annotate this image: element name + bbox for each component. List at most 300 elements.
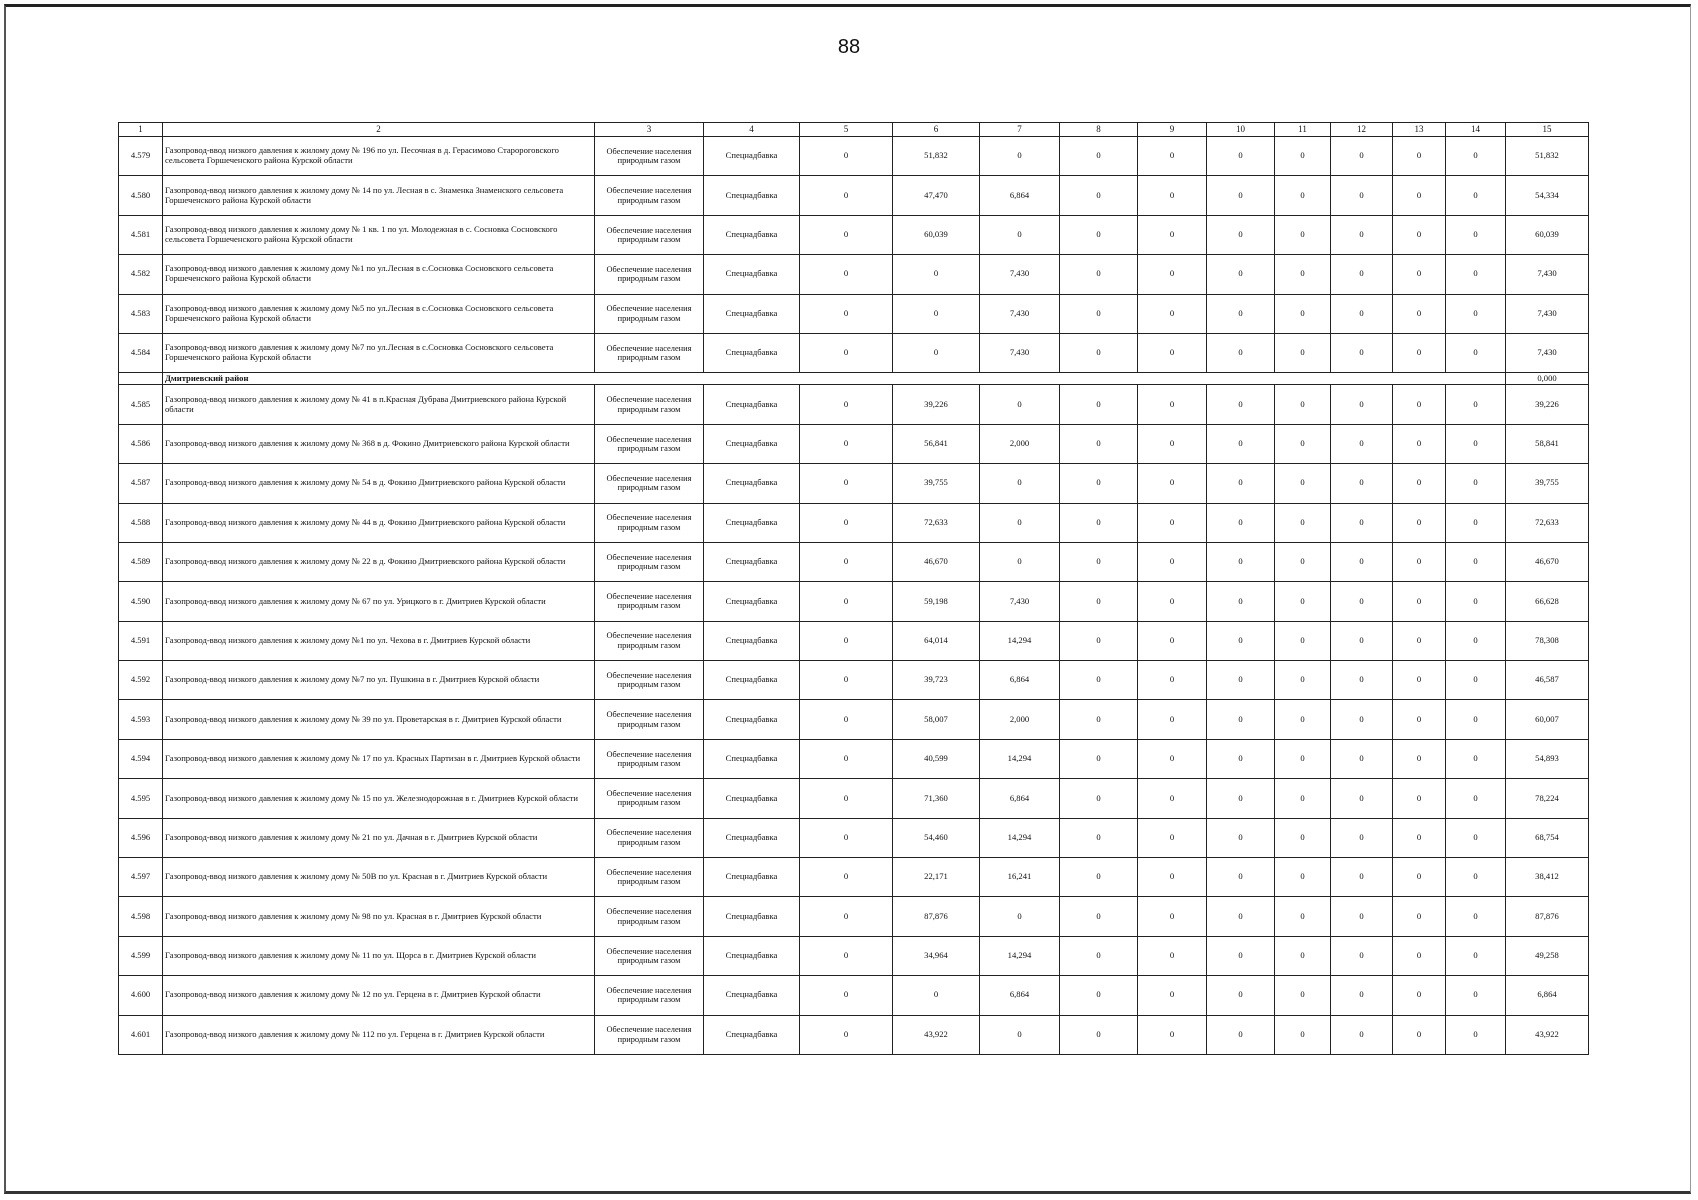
col8-cell: 0	[1060, 542, 1138, 581]
col13-cell: 0	[1393, 464, 1446, 503]
col8-cell: 0	[1060, 503, 1138, 542]
object-name-cell: Газопровод-ввод низкого давления к жилому дому № 44 в д. Фокино Дмитриевского района Курской области	[163, 503, 595, 542]
col8-cell: 0	[1060, 582, 1138, 621]
column-number-header: 10	[1207, 123, 1275, 137]
col8-cell: 0	[1060, 621, 1138, 660]
col6-cell: 0	[893, 294, 980, 333]
col5-cell: 0	[800, 936, 893, 975]
column-number-header: 3	[595, 123, 704, 137]
col6-cell: 34,964	[893, 936, 980, 975]
col5-cell: 0	[800, 779, 893, 818]
col10-cell: 0	[1207, 739, 1275, 778]
table-row	[119, 424, 1589, 463]
funding-source-cell: Спецнадбавка	[704, 542, 800, 581]
object-name-cell: Газопровод-ввод низкого давления к жилому дому № 14 по ул. Лесная в с. Знаменка Знаменского сельсовета Горшеченского района Курской области	[163, 176, 595, 215]
col9-cell: 0	[1138, 137, 1207, 176]
object-name-cell: Газопровод-ввод низкого давления к жилому дому № 54 в д. Фокино Дмитриевского района Курской области	[163, 464, 595, 503]
col5-cell: 0	[800, 739, 893, 778]
col14-cell: 0	[1446, 215, 1506, 254]
col8-cell: 0	[1060, 700, 1138, 739]
col14-cell: 0	[1446, 424, 1506, 463]
col7-cell: 0	[980, 137, 1060, 176]
purpose-cell: Обеспечение населения природным газом	[595, 661, 704, 700]
column-number-header: 2	[163, 123, 595, 137]
col11-cell: 0	[1275, 858, 1331, 897]
district-section-row	[119, 373, 1589, 385]
col14-cell: 0	[1446, 1015, 1506, 1054]
col13-cell: 0	[1393, 333, 1446, 372]
col11-cell: 0	[1275, 333, 1331, 372]
col10-cell: 0	[1207, 333, 1275, 372]
col14-cell: 0	[1446, 779, 1506, 818]
object-name-cell: Газопровод-ввод низкого давления к жилому дому № 17 по ул. Красных Партизан в г. Дмитриев Курской области	[163, 739, 595, 778]
total-cell: 49,258	[1506, 936, 1589, 975]
row-number-cell: 4.600	[119, 976, 163, 1015]
column-number-header: 8	[1060, 123, 1138, 137]
col10-cell: 0	[1207, 661, 1275, 700]
object-name-cell: Газопровод-ввод низкого давления к жилому дому № 1 кв. 1 по ул. Молодежная в с. Сосновка Сосновского сельсовета Горшеченского района Курской области	[163, 215, 595, 254]
object-name-cell: Газопровод-ввод низкого давления к жилому дому № 41 в п.Красная Дубрава Дмитриевского района Курской области	[163, 385, 595, 424]
purpose-cell: Обеспечение населения природным газом	[595, 464, 704, 503]
object-name-cell: Газопровод-ввод низкого давления к жилому дому №7 по ул. Пушкина в г. Дмитриев Курской области	[163, 661, 595, 700]
col11-cell: 0	[1275, 1015, 1331, 1054]
funding-source-cell: Спецнадбавка	[704, 385, 800, 424]
col5-cell: 0	[800, 976, 893, 1015]
col14-cell: 0	[1446, 858, 1506, 897]
col10-cell: 0	[1207, 858, 1275, 897]
object-name-cell: Газопровод-ввод низкого давления к жилому дому № 50В по ул. Красная в г. Дмитриев Курской области	[163, 858, 595, 897]
total-cell: 43,922	[1506, 1015, 1589, 1054]
funding-source-cell: Спецнадбавка	[704, 215, 800, 254]
col14-cell: 0	[1446, 818, 1506, 857]
total-cell: 46,670	[1506, 542, 1589, 581]
col9-cell: 0	[1138, 1015, 1207, 1054]
gas-pipeline-table	[118, 122, 1589, 1055]
col8-cell: 0	[1060, 176, 1138, 215]
col6-cell: 39,723	[893, 661, 980, 700]
row-number-cell: 4.599	[119, 936, 163, 975]
col5-cell: 0	[800, 294, 893, 333]
col8-cell: 0	[1060, 897, 1138, 936]
funding-source-cell: Спецнадбавка	[704, 503, 800, 542]
col10-cell: 0	[1207, 897, 1275, 936]
column-number-header: 12	[1331, 123, 1393, 137]
object-name-cell: Газопровод-ввод низкого давления к жилому дому № 22 в д. Фокино Дмитриевского района Курской области	[163, 542, 595, 581]
table-row	[119, 582, 1589, 621]
col12-cell: 0	[1331, 897, 1393, 936]
funding-source-cell: Спецнадбавка	[704, 582, 800, 621]
table-row	[119, 176, 1589, 215]
col9-cell: 0	[1138, 255, 1207, 294]
col14-cell: 0	[1446, 897, 1506, 936]
funding-source-cell: Спецнадбавка	[704, 936, 800, 975]
col5-cell: 0	[800, 858, 893, 897]
object-name-cell: Газопровод-ввод низкого давления к жилому дому №1 по ул.Лесная в с.Сосновка Сосновского сельсовета Горшеченского района Курской области	[163, 255, 595, 294]
col13-cell: 0	[1393, 661, 1446, 700]
row-number-cell: 4.586	[119, 424, 163, 463]
row-number-cell: 4.587	[119, 464, 163, 503]
col7-cell: 0	[980, 385, 1060, 424]
col5-cell: 0	[800, 621, 893, 660]
col10-cell: 0	[1207, 976, 1275, 1015]
col6-cell: 60,039	[893, 215, 980, 254]
col11-cell: 0	[1275, 176, 1331, 215]
col14-cell: 0	[1446, 333, 1506, 372]
column-number-header: 15	[1506, 123, 1589, 137]
col6-cell: 47,470	[893, 176, 980, 215]
col11-cell: 0	[1275, 818, 1331, 857]
table-row	[119, 542, 1589, 581]
col7-cell: 6,864	[980, 661, 1060, 700]
col12-cell: 0	[1331, 424, 1393, 463]
col8-cell: 0	[1060, 294, 1138, 333]
col9-cell: 0	[1138, 215, 1207, 254]
total-cell: 78,224	[1506, 779, 1589, 818]
col10-cell: 0	[1207, 1015, 1275, 1054]
col7-cell: 14,294	[980, 936, 1060, 975]
col10-cell: 0	[1207, 215, 1275, 254]
col8-cell: 0	[1060, 333, 1138, 372]
col8-cell: 0	[1060, 464, 1138, 503]
col14-cell: 0	[1446, 542, 1506, 581]
table-row	[119, 858, 1589, 897]
col13-cell: 0	[1393, 779, 1446, 818]
col13-cell: 0	[1393, 255, 1446, 294]
funding-source-cell: Спецнадбавка	[704, 818, 800, 857]
table-row	[119, 333, 1589, 372]
table-row	[119, 779, 1589, 818]
col11-cell: 0	[1275, 255, 1331, 294]
total-cell: 58,841	[1506, 424, 1589, 463]
table-row	[119, 897, 1589, 936]
col11-cell: 0	[1275, 385, 1331, 424]
total-cell: 78,308	[1506, 621, 1589, 660]
row-number-cell: 4.579	[119, 137, 163, 176]
purpose-cell: Обеспечение населения природным газом	[595, 215, 704, 254]
table-row	[119, 137, 1589, 176]
purpose-cell: Обеспечение населения природным газом	[595, 897, 704, 936]
purpose-cell: Обеспечение населения природным газом	[595, 503, 704, 542]
col13-cell: 0	[1393, 424, 1446, 463]
col14-cell: 0	[1446, 176, 1506, 215]
col12-cell: 0	[1331, 464, 1393, 503]
col12-cell: 0	[1331, 936, 1393, 975]
column-number-header: 5	[800, 123, 893, 137]
row-number-cell: 4.589	[119, 542, 163, 581]
table-row	[119, 700, 1589, 739]
row-number-cell: 4.583	[119, 294, 163, 333]
col11-cell: 0	[1275, 897, 1331, 936]
col6-cell: 87,876	[893, 897, 980, 936]
col6-cell: 46,670	[893, 542, 980, 581]
col9-cell: 0	[1138, 858, 1207, 897]
col12-cell: 0	[1331, 1015, 1393, 1054]
col7-cell: 14,294	[980, 739, 1060, 778]
funding-source-cell: Спецнадбавка	[704, 294, 800, 333]
row-number-cell: 4.584	[119, 333, 163, 372]
col5-cell: 0	[800, 582, 893, 621]
col6-cell: 56,841	[893, 424, 980, 463]
col13-cell: 0	[1393, 215, 1446, 254]
col12-cell: 0	[1331, 255, 1393, 294]
col9-cell: 0	[1138, 897, 1207, 936]
col12-cell: 0	[1331, 582, 1393, 621]
col14-cell: 0	[1446, 294, 1506, 333]
col11-cell: 0	[1275, 582, 1331, 621]
col12-cell: 0	[1331, 176, 1393, 215]
object-name-cell: Газопровод-ввод низкого давления к жилому дому № 196 по ул. Песочная в д. Герасимово Старороговского сельсовета Горшеченского района Курской области	[163, 137, 595, 176]
col10-cell: 0	[1207, 294, 1275, 333]
total-cell: 68,754	[1506, 818, 1589, 857]
purpose-cell: Обеспечение населения природным газом	[595, 385, 704, 424]
col12-cell: 0	[1331, 542, 1393, 581]
row-number-cell: 4.598	[119, 897, 163, 936]
col7-cell: 6,864	[980, 176, 1060, 215]
col5-cell: 0	[800, 818, 893, 857]
col14-cell: 0	[1446, 503, 1506, 542]
purpose-cell: Обеспечение населения природным газом	[595, 424, 704, 463]
col14-cell: 0	[1446, 739, 1506, 778]
col10-cell: 0	[1207, 621, 1275, 660]
col11-cell: 0	[1275, 976, 1331, 1015]
row-number-cell: 4.597	[119, 858, 163, 897]
col9-cell: 0	[1138, 333, 1207, 372]
funding-source-cell: Спецнадбавка	[704, 137, 800, 176]
col7-cell: 2,000	[980, 424, 1060, 463]
table-row	[119, 1015, 1589, 1054]
purpose-cell: Обеспечение населения природным газом	[595, 621, 704, 660]
col14-cell: 0	[1446, 661, 1506, 700]
col8-cell: 0	[1060, 1015, 1138, 1054]
col10-cell: 0	[1207, 176, 1275, 215]
col13-cell: 0	[1393, 621, 1446, 660]
col9-cell: 0	[1138, 936, 1207, 975]
col11-cell: 0	[1275, 294, 1331, 333]
total-cell: 66,628	[1506, 582, 1589, 621]
col6-cell: 64,014	[893, 621, 980, 660]
col13-cell: 0	[1393, 739, 1446, 778]
col8-cell: 0	[1060, 936, 1138, 975]
col12-cell: 0	[1331, 661, 1393, 700]
col7-cell: 0	[980, 464, 1060, 503]
col11-cell: 0	[1275, 503, 1331, 542]
col14-cell: 0	[1446, 137, 1506, 176]
col8-cell: 0	[1060, 858, 1138, 897]
purpose-cell: Обеспечение населения природным газом	[595, 542, 704, 581]
col7-cell: 6,864	[980, 779, 1060, 818]
col13-cell: 0	[1393, 176, 1446, 215]
funding-source-cell: Спецнадбавка	[704, 333, 800, 372]
col13-cell: 0	[1393, 385, 1446, 424]
col12-cell: 0	[1331, 333, 1393, 372]
row-number-cell: 4.601	[119, 1015, 163, 1054]
col6-cell: 0	[893, 333, 980, 372]
funding-source-cell: Спецнадбавка	[704, 858, 800, 897]
purpose-cell: Обеспечение населения природным газом	[595, 936, 704, 975]
col7-cell: 14,294	[980, 621, 1060, 660]
col7-cell: 16,241	[980, 858, 1060, 897]
funding-source-cell: Спецнадбавка	[704, 464, 800, 503]
col10-cell: 0	[1207, 137, 1275, 176]
total-cell: 60,039	[1506, 215, 1589, 254]
purpose-cell: Обеспечение населения природным газом	[595, 137, 704, 176]
col7-cell: 2,000	[980, 700, 1060, 739]
col7-cell: 0	[980, 215, 1060, 254]
col9-cell: 0	[1138, 976, 1207, 1015]
column-number-header: 13	[1393, 123, 1446, 137]
col12-cell: 0	[1331, 739, 1393, 778]
col12-cell: 0	[1331, 976, 1393, 1015]
funding-source-cell: Спецнадбавка	[704, 897, 800, 936]
object-name-cell: Газопровод-ввод низкого давления к жилому дому № 368 в д. Фокино Дмитриевского района Курской области	[163, 424, 595, 463]
col9-cell: 0	[1138, 464, 1207, 503]
table-row	[119, 818, 1589, 857]
col11-cell: 0	[1275, 542, 1331, 581]
col6-cell: 51,832	[893, 137, 980, 176]
row-number-cell: 4.582	[119, 255, 163, 294]
col14-cell: 0	[1446, 936, 1506, 975]
funding-source-cell: Спецнадбавка	[704, 779, 800, 818]
table-row	[119, 385, 1589, 424]
col12-cell: 0	[1331, 385, 1393, 424]
page-number: 88	[837, 36, 861, 58]
row-number-cell: 4.585	[119, 385, 163, 424]
table-row	[119, 503, 1589, 542]
total-cell: 7,430	[1506, 294, 1589, 333]
column-number-header: 6	[893, 123, 980, 137]
col6-cell: 39,755	[893, 464, 980, 503]
col5-cell: 0	[800, 503, 893, 542]
funding-source-cell: Спецнадбавка	[704, 621, 800, 660]
table-row	[119, 661, 1589, 700]
funding-source-cell: Спецнадбавка	[704, 424, 800, 463]
col10-cell: 0	[1207, 503, 1275, 542]
col14-cell: 0	[1446, 582, 1506, 621]
object-name-cell: Газопровод-ввод низкого давления к жилому дому № 15 по ул. Железнодорожная в г. Дмитриев Курской области	[163, 779, 595, 818]
row-number-cell: 4.591	[119, 621, 163, 660]
col5-cell: 0	[800, 255, 893, 294]
col9-cell: 0	[1138, 818, 1207, 857]
col5-cell: 0	[800, 542, 893, 581]
funding-source-cell: Спецнадбавка	[704, 976, 800, 1015]
total-cell: 60,007	[1506, 700, 1589, 739]
col7-cell: 7,430	[980, 582, 1060, 621]
col9-cell: 0	[1138, 503, 1207, 542]
column-number-header: 7	[980, 123, 1060, 137]
col8-cell: 0	[1060, 424, 1138, 463]
col5-cell: 0	[800, 897, 893, 936]
row-number-cell: 4.580	[119, 176, 163, 215]
col12-cell: 0	[1331, 818, 1393, 857]
col13-cell: 0	[1393, 294, 1446, 333]
table-row	[119, 255, 1589, 294]
col5-cell: 0	[800, 661, 893, 700]
column-number-header: 11	[1275, 123, 1331, 137]
table-row	[119, 621, 1589, 660]
total-cell: 54,893	[1506, 739, 1589, 778]
col13-cell: 0	[1393, 137, 1446, 176]
col5-cell: 0	[800, 176, 893, 215]
col8-cell: 0	[1060, 255, 1138, 294]
section-spacer	[119, 373, 163, 385]
purpose-cell: Обеспечение населения природным газом	[595, 976, 704, 1015]
col10-cell: 0	[1207, 818, 1275, 857]
col10-cell: 0	[1207, 464, 1275, 503]
col13-cell: 0	[1393, 582, 1446, 621]
col6-cell: 71,360	[893, 779, 980, 818]
table-row	[119, 215, 1589, 254]
funding-source-cell: Спецнадбавка	[704, 255, 800, 294]
col10-cell: 0	[1207, 700, 1275, 739]
purpose-cell: Обеспечение населения природным газом	[595, 294, 704, 333]
col6-cell: 54,460	[893, 818, 980, 857]
column-number-header: 4	[704, 123, 800, 137]
total-cell: 38,412	[1506, 858, 1589, 897]
row-number-cell: 4.590	[119, 582, 163, 621]
col11-cell: 0	[1275, 215, 1331, 254]
district-title: Дмитриевский район	[163, 373, 1506, 385]
col5-cell: 0	[800, 700, 893, 739]
col7-cell: 0	[980, 1015, 1060, 1054]
col9-cell: 0	[1138, 424, 1207, 463]
col9-cell: 0	[1138, 385, 1207, 424]
purpose-cell: Обеспечение населения природным газом	[595, 700, 704, 739]
col13-cell: 0	[1393, 858, 1446, 897]
col9-cell: 0	[1138, 661, 1207, 700]
col12-cell: 0	[1331, 503, 1393, 542]
col12-cell: 0	[1331, 137, 1393, 176]
col7-cell: 0	[980, 542, 1060, 581]
col5-cell: 0	[800, 385, 893, 424]
purpose-cell: Обеспечение населения природным газом	[595, 1015, 704, 1054]
col14-cell: 0	[1446, 255, 1506, 294]
col11-cell: 0	[1275, 137, 1331, 176]
col7-cell: 6,864	[980, 976, 1060, 1015]
total-cell: 6,864	[1506, 976, 1589, 1015]
col7-cell: 0	[980, 503, 1060, 542]
col13-cell: 0	[1393, 897, 1446, 936]
col13-cell: 0	[1393, 936, 1446, 975]
funding-source-cell: Спецнадбавка	[704, 661, 800, 700]
purpose-cell: Обеспечение населения природным газом	[595, 582, 704, 621]
col14-cell: 0	[1446, 385, 1506, 424]
row-number-cell: 4.594	[119, 739, 163, 778]
purpose-cell: Обеспечение населения природным газом	[595, 333, 704, 372]
col10-cell: 0	[1207, 936, 1275, 975]
funding-source-cell: Спецнадбавка	[704, 700, 800, 739]
col10-cell: 0	[1207, 385, 1275, 424]
col13-cell: 0	[1393, 976, 1446, 1015]
purpose-cell: Обеспечение населения природным газом	[595, 176, 704, 215]
col5-cell: 0	[800, 333, 893, 372]
table-row	[119, 464, 1589, 503]
row-number-cell: 4.595	[119, 779, 163, 818]
col13-cell: 0	[1393, 542, 1446, 581]
object-name-cell: Газопровод-ввод низкого давления к жилому дому № 39 по ул. Проветарская в г. Дмитриев Курской области	[163, 700, 595, 739]
object-name-cell: Газопровод-ввод низкого давления к жилому дому № 12 по ул. Герцена в г. Дмитриев Курской области	[163, 976, 595, 1015]
col11-cell: 0	[1275, 424, 1331, 463]
funding-source-cell: Спецнадбавка	[704, 1015, 800, 1054]
row-number-cell: 4.581	[119, 215, 163, 254]
col14-cell: 0	[1446, 464, 1506, 503]
total-cell: 46,587	[1506, 661, 1589, 700]
col10-cell: 0	[1207, 582, 1275, 621]
col7-cell: 7,430	[980, 294, 1060, 333]
col8-cell: 0	[1060, 215, 1138, 254]
col12-cell: 0	[1331, 215, 1393, 254]
row-number-cell: 4.596	[119, 818, 163, 857]
col8-cell: 0	[1060, 818, 1138, 857]
